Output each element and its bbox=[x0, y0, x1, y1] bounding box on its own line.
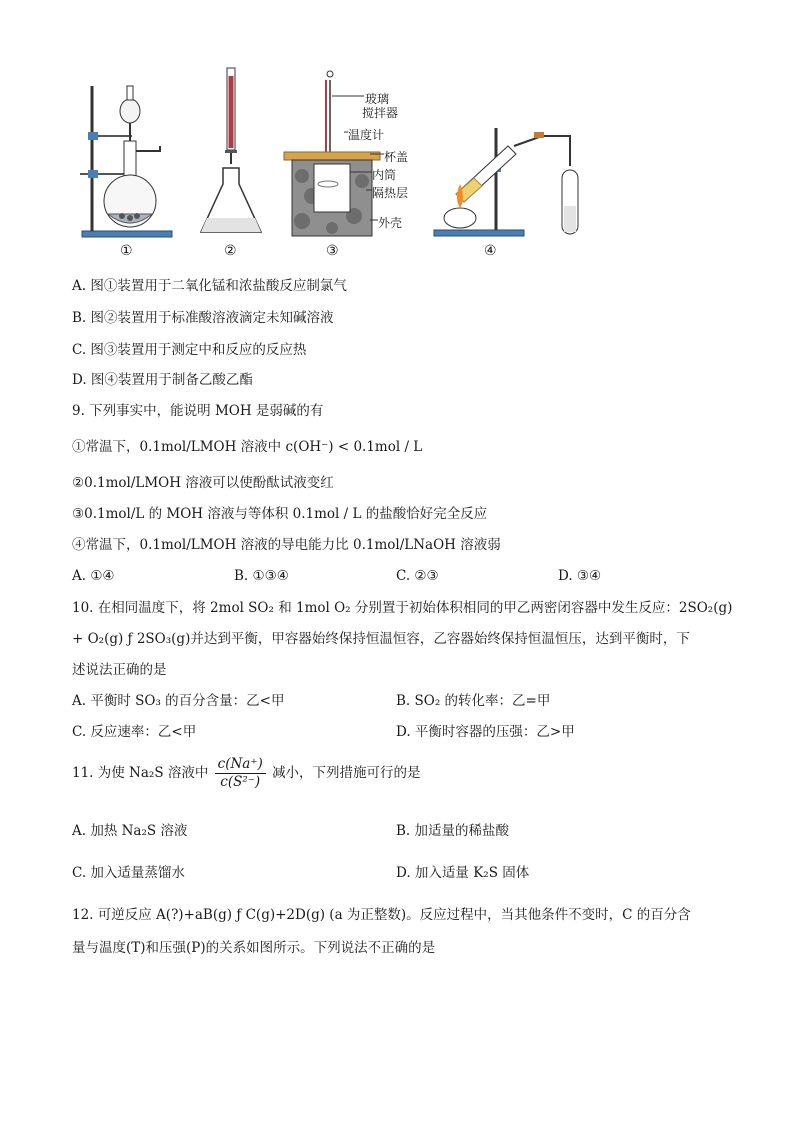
q9-option-a: A. ①④ bbox=[72, 568, 115, 584]
q11-stem-text-a: 11. 为使 Na₂S 溶液中 bbox=[72, 765, 209, 781]
figure-number-2: ② bbox=[224, 243, 237, 259]
label-insulation-layer: 隔热层 bbox=[372, 186, 409, 200]
q9-statement-2: ②0.1mol/LMOH 溶液可以使酚酞试液变红 bbox=[72, 475, 334, 491]
apparatus-4-ester-preparation bbox=[430, 66, 610, 241]
q10-line-3: 述说法正确的是 bbox=[72, 662, 167, 678]
q11-option-a: A. 加热 Na₂S 溶液 bbox=[72, 823, 188, 839]
q9-statement-3: ③0.1mol/L 的 MOH 溶液与等体积 0.1mol / L 的盐酸恰好完全反应 bbox=[72, 506, 488, 522]
q12-line-1: 12. 可逆反应 A(?)+aB(g) ƒ C(g)+2D(g) (a 为正整数)。反应过程中，当其他条件不变时，C 的百分含 bbox=[72, 907, 691, 923]
label-lid: 杯盖 bbox=[384, 150, 409, 164]
q8-option-a: A. 图①装置用于二氧化锰和浓盐酸反应制氯气 bbox=[72, 278, 347, 294]
q10-option-c: C. 反应速率：乙<甲 bbox=[72, 724, 197, 740]
q10-line-1: 10. 在相同温度下，将 2mol SO₂ 和 1mol O₂ 分别置于初始体积相同的甲乙两密闭容器中发生反应：2SO₂(g) bbox=[72, 600, 733, 616]
label-glass-stirrer-2: 搅拌器 bbox=[362, 106, 399, 120]
label-glass-stirrer: 玻璃 bbox=[365, 92, 390, 106]
q9-option-b: B. ①③④ bbox=[234, 568, 289, 584]
label-shell: 外壳 bbox=[378, 216, 403, 230]
q8-option-c: C. 图③装置用于测定中和反应的反应热 bbox=[72, 342, 307, 358]
q10-line-2: + O₂(g) ƒ 2SO₃(g)并达到平衡，甲容器始终保持恒温恒容，乙容器始终保持恒温恒压，达到平衡时，下 bbox=[72, 631, 690, 647]
q9-option-d: D. ③④ bbox=[558, 568, 602, 584]
q8-option-d: D. 图④装置用于制备乙酸乙酯 bbox=[72, 372, 253, 388]
q10-option-d: D. 平衡时容器的压强：乙>甲 bbox=[396, 724, 575, 740]
apparatus-2-titration bbox=[195, 66, 270, 241]
q10-option-a: A. 平衡时 SO₃ 的百分含量：乙<甲 bbox=[72, 693, 285, 709]
q9-option-c: C. ②③ bbox=[396, 568, 439, 584]
q9-stem: 9. 下列事实中，能说明 MOH 是弱碱的有 bbox=[72, 403, 324, 419]
q12-line-2: 量与温度(T)和压强(P)的关系如图所示。下列说法不正确的是 bbox=[72, 940, 436, 956]
figure-number-3: ③ bbox=[326, 243, 339, 259]
q9-statement-1 bbox=[72, 437, 422, 457]
q11-concentration-ratio bbox=[215, 756, 266, 791]
q11-option-b: B. 加适量的稀盐酸 bbox=[396, 823, 510, 839]
q11-option-d: D. 加入适量 K₂S 固体 bbox=[396, 865, 530, 881]
q10-option-b: B. SO₂ 的转化率：乙=甲 bbox=[396, 693, 551, 709]
label-inner-cylinder: 内筒 bbox=[372, 168, 397, 182]
q9-statement-1-text: ①常温下，0.1mol/LMOH 溶液中 c bbox=[72, 439, 294, 455]
q11-ratio-numerator: c(Na⁺) bbox=[215, 756, 266, 774]
figure-number-1: ① bbox=[120, 243, 133, 259]
q11-stem-text-b: 减小，下列措施可行的是 bbox=[272, 765, 421, 781]
q8-option-b: B. 图②装置用于标准酸溶液滴定未知碱溶液 bbox=[72, 310, 334, 326]
q9-statement-4: ④常温下，0.1mol/LMOH 溶液的导电能力比 0.1mol/LNaOH 溶液弱 bbox=[72, 537, 501, 553]
figure-number-4: ④ bbox=[484, 243, 497, 259]
label-thermometer: 温度计 bbox=[348, 128, 385, 142]
q9-statement-1-formula: (OH⁻) < 0.1mol / L bbox=[293, 439, 423, 455]
apparatus-1-chlorine-generator bbox=[70, 66, 180, 241]
q11-option-c: C. 加入适量蒸馏水 bbox=[72, 865, 185, 881]
label-leader-lines bbox=[330, 88, 390, 228]
q11-stem bbox=[72, 756, 421, 791]
q11-ratio-denominator: c(S²⁻) bbox=[220, 774, 261, 790]
